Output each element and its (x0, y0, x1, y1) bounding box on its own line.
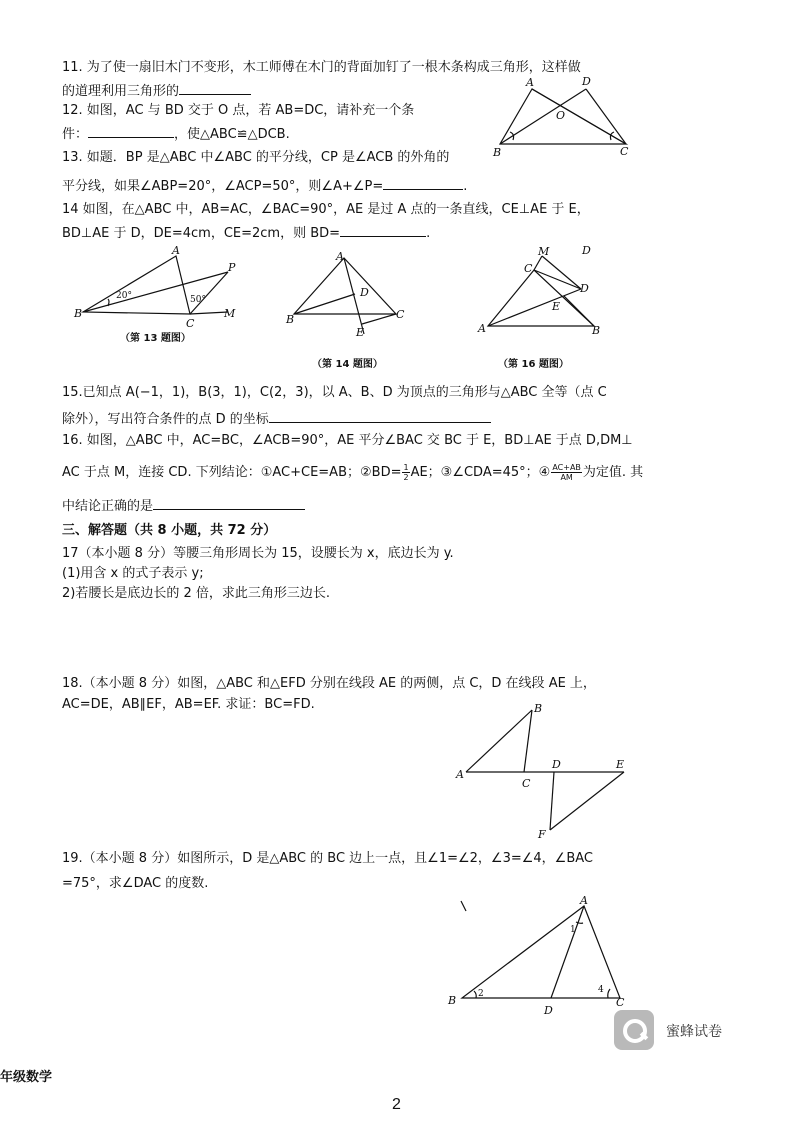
q17-line3: 2)若腰长是底边长的 2 倍，求此三角形三边长. (62, 586, 331, 601)
angle-4: 4 (598, 985, 604, 995)
q15-line1: 15.已知点 A(−1，1)，B(3，1)，C(2，3)，以 A、B、D 为顶点的三角形与△ABC 全等（点 C (62, 385, 607, 400)
watermark (614, 1010, 744, 1050)
q15-answer-blank (269, 410, 491, 423)
caption-13: （第 13 题图） (120, 333, 191, 344)
q16-line2: AC 于点 M，连接 CD. 下列结论：①AC+CE=AB；②BD= $\frac{1}{2}$ AE；③∠CDA=45°；④ $\frac{AC+AB}{AM}$ 为定值. 其 (62, 463, 644, 482)
caption-16: （第 16 题图） (498, 359, 569, 370)
q11-answer-blank (179, 82, 251, 95)
q12-line2: 件： ，使△ABC≌△DCB. (62, 127, 290, 142)
label-C: C (620, 145, 629, 158)
label-E: E (552, 300, 561, 313)
q11-line2 (62, 82, 251, 100)
label-M: M (224, 307, 236, 320)
label-A: A (336, 250, 344, 263)
label-B: B (493, 146, 502, 159)
q14-line1: 14 如图，在△ABC 中，AB=AC，∠BAC=90°，AE 是过 A 点的一条直线，CE⊥AE 于 E， (62, 202, 590, 217)
footer-subject: 年级数学 (0, 1070, 53, 1085)
label-D: D (582, 244, 591, 257)
label-B: B (448, 994, 457, 1007)
figure-q18 (452, 700, 638, 842)
figure-q12 (490, 72, 640, 162)
label-P: P (228, 261, 236, 274)
figure-q19 (444, 894, 644, 1016)
q11-text: 的道理利用三角形的 (62, 84, 180, 99)
q13-line1: 13. 如题．BP 是△ABC 中∠ABC 的平分线，CP 是∠ACB 的外角的 (62, 150, 450, 165)
figure-q14 (284, 248, 414, 338)
label-O: O (556, 109, 566, 122)
magnifier-icon (614, 1010, 654, 1050)
label-F: F (538, 828, 546, 841)
q11-line1: 11. 为了使一扇旧木门不变形，木工师傅在木门的背面加钉了一根木条构成三角形，这样做 (62, 60, 581, 75)
figure-q13 (68, 244, 248, 330)
figure-q16 (476, 246, 616, 338)
label-B: B (286, 313, 295, 326)
q17-line2: (1)用含 x 的式子表示 y; (62, 566, 204, 581)
q14-answer-blank (340, 224, 426, 237)
q14-line2: BD⊥AE 于 D，DE=4cm，CE=2cm，则 BD= . (62, 226, 431, 241)
label-D2: D (580, 282, 589, 295)
q12-answer-blank (88, 125, 174, 138)
label-B: B (74, 307, 83, 320)
label-E: E (356, 326, 365, 339)
q17-line1: 17（本小题 8 分）等腰三角形周长为 15，设腰长为 x，底边长为 y. (62, 546, 454, 561)
q16-line1: 16. 如图，△ABC 中，AC=BC，∠ACB=90°，AE 平分∠BAC 交 BC 于 E，BD⊥AE 于点 D,DM⊥ (62, 433, 633, 448)
q12-line1: 12. 如图，AC 与 BD 交于 O 点，若 AB=DC，请补充一个条 (62, 103, 415, 118)
label-C: C (616, 996, 625, 1009)
label-A: A (580, 894, 588, 907)
label-E: E (616, 758, 625, 771)
label-M: M (538, 245, 550, 258)
label-C: C (396, 308, 405, 321)
q19-line1: 19.（本小题 8 分）如图所示，D 是△ABC 的 BC 边上一点，且∠1=∠2，∠3=∠4，∠BAC (62, 851, 593, 866)
page-number: 2 (392, 1096, 401, 1113)
label-A: A (526, 76, 534, 89)
label-C: C (522, 777, 531, 790)
q18-line1: 18.（本小题 8 分）如图，△ABC 和△EFD 分别在线段 AE 的两侧，点 C，D 在线段 AE 上， (62, 676, 596, 691)
fraction-half: $\frac{1}{2}$ (403, 463, 409, 482)
label-B: B (534, 702, 543, 715)
angle-2: 2 (478, 989, 484, 999)
q19-line2: =75°，求∠DAC 的度数. (62, 876, 209, 891)
label-C: C (186, 317, 195, 330)
q18-line2: AC=DE，AB∥EF，AB=EF. 求证：BC=FD. (62, 697, 315, 712)
q15-line2: 除外），写出符合条件的点 D 的坐标 (62, 410, 491, 428)
fraction-ratio: $\frac{AC+AB}{AM}$ (552, 463, 581, 482)
label-D: D (360, 286, 369, 299)
q13-line2: 平分线，如果∠ABP=20°，∠ACP=50°，则∠A+∠P= . (62, 179, 468, 194)
label-D: D (544, 1004, 553, 1017)
label-A: A (478, 322, 486, 335)
q13-answer-blank (383, 177, 463, 190)
label-D: D (552, 758, 561, 771)
watermark-text: 蜜蜂试卷 (666, 1024, 722, 1040)
label-D: D (582, 75, 591, 88)
label-B: B (592, 324, 601, 337)
caption-14: （第 14 题图） (312, 359, 383, 370)
label-A: A (172, 244, 180, 257)
q16-answer-blank (153, 497, 305, 510)
section-3-heading: 三、解答题（共 8 小题，共 72 分） (62, 523, 277, 538)
label-A: A (456, 768, 464, 781)
angle-1: 1 (570, 925, 576, 935)
angle-50: 50° (190, 295, 206, 305)
q16-line3: 中结论正确的是 (62, 497, 305, 515)
label-C: C (524, 262, 533, 275)
angle-20: 20° (116, 291, 132, 301)
